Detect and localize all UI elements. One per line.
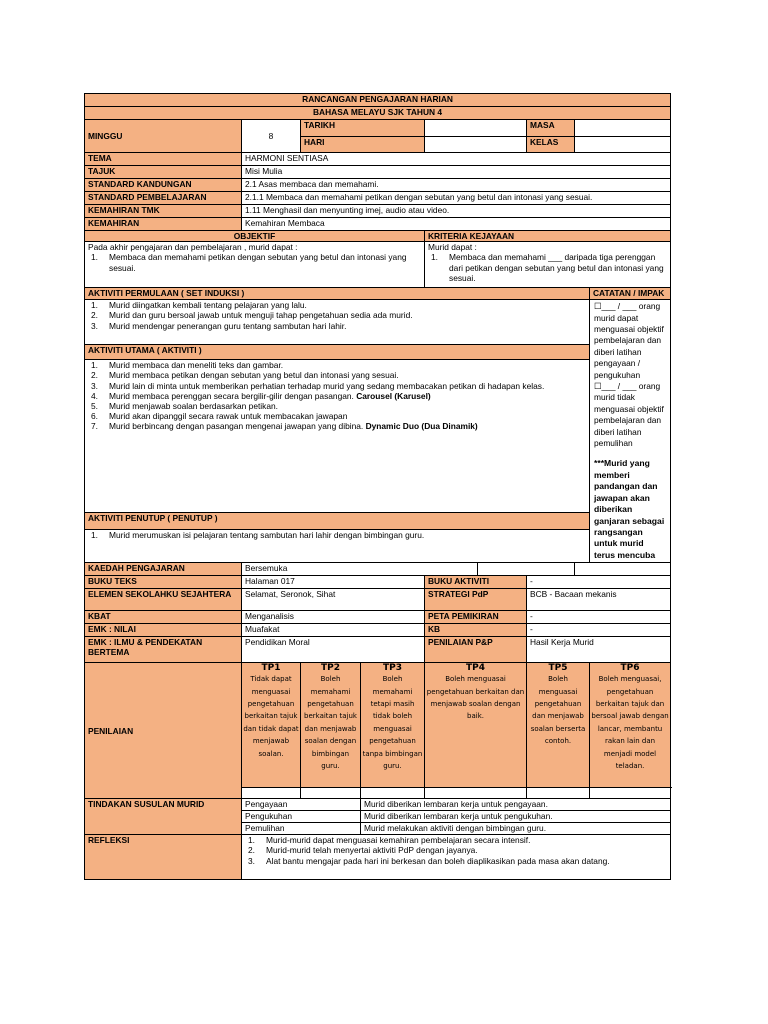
tajuk-label: TAJUK	[85, 166, 242, 179]
kriteria-body	[425, 242, 671, 288]
emk-nilai-label: EMK : NILAI	[85, 624, 242, 637]
tema-label: TEMA	[85, 153, 242, 166]
buku-aktiviti-label: BUKU AKTIVITI	[425, 576, 527, 589]
tp2-desc: Boleh memahami pengetahuan berkaitan tajuk dan menjawab soalan dengan bimbingan guru.	[304, 675, 357, 770]
list-item: 2. Murid dan guru bersoal jawab untuk menguji tahap pengetahuan sedia ada murid.	[91, 310, 413, 321]
tp6-cell	[590, 663, 671, 788]
tp6-heading: TP6	[620, 663, 640, 674]
tp1-desc: Tidak dapat menguasai pengetahuan berkaitan tajuk dan tidak dapat menjawab soalan.	[243, 675, 299, 758]
emk-ilmu-label: EMK : ILMU & PENDEKATAN BERTEMA	[85, 637, 242, 663]
tp6-mark	[590, 788, 671, 799]
tindakan-type: Pengukuhan	[242, 811, 361, 823]
catatan-pemulihan: ☐___ / ___ orang murid tidak menguasai objektif pembelajaran dan diberi latihan pemulihan	[594, 381, 664, 449]
lesson-plan-table	[84, 93, 671, 880]
list-item: 2. Murid-murid telah menyertai aktiviti PdP dengan jayanya.	[248, 845, 478, 856]
tp4-desc: Boleh menguasai pengetahuan berkaitan dan menjawab soalan dengan baik.	[426, 675, 525, 721]
standard-pembelajaran-label: STANDARD PEMBELAJARAN	[85, 192, 242, 205]
tp5-mark	[527, 788, 590, 799]
aktiviti-permulaan-list	[88, 300, 586, 331]
list-item: 1. Murid merumuskan isi pelajaran tentang sambutan hari lahir dengan bimbingan guru.	[91, 529, 425, 540]
catatan-heading: CATATAN / IMPAK	[590, 288, 671, 300]
tp2-heading: TP2	[321, 663, 340, 674]
tp5-desc: Boleh menguasai pengetahuan dan menjawab soalan berserta contoh.	[530, 675, 586, 746]
tindakan-type: Pengayaan	[242, 799, 361, 811]
tp3-heading: TP3	[383, 663, 402, 674]
aktiviti-penutup-heading: AKTIVITI PENUTUP ( PENUTUP )	[85, 513, 590, 530]
list-item: 2. Murid membaca petikan dengan sebutan yang betul dan intonasi yang sesuai.	[91, 370, 399, 381]
hari-label: HARI	[301, 137, 425, 153]
tp5-heading: TP5	[548, 663, 568, 674]
emk-ilmu-value: Pendidikan Moral	[242, 637, 425, 663]
buku-aktiviti-value: -	[527, 576, 671, 589]
aktiviti-utama-list	[88, 360, 586, 431]
peta-pemikiran-value: -	[527, 611, 671, 624]
tp1-heading: TP1	[261, 663, 281, 674]
tp4-mark	[425, 788, 527, 799]
tindakan-desc: Murid melakukan aktiviti dengan bimbingan guru.	[361, 823, 671, 835]
list-item: 1. Murid diingatkan kembali tentang pelajaran yang lalu.	[91, 300, 307, 311]
kb-label: KB	[425, 624, 527, 637]
list-item: 4. Murid membaca perenggan secara bergilir-gilir dengan pasangan. Carousel (Karusel)	[91, 390, 431, 401]
buku-teks-value: Halaman 017	[242, 576, 425, 589]
kriteria-heading: KRITERIA KEJAYAAN	[425, 231, 671, 242]
list-item: 3. Murid mendengar penerangan guru tentang sambutan hari lahir.	[91, 320, 347, 331]
masa-label: MASA	[527, 120, 575, 137]
penilaian-pp-value: Hasil Kerja Murid	[527, 637, 671, 663]
kemahiran-tmk-value: 1.11 Menghasil dan menyunting imej, audio atau video.	[242, 205, 671, 218]
tp2-mark	[301, 788, 361, 799]
tajuk-value: Misi Mulia	[242, 166, 671, 179]
objektif-body	[85, 242, 425, 288]
tarikh-label: TARIKH	[301, 120, 425, 137]
refleksi-list	[245, 835, 667, 866]
tp1-cell	[242, 663, 301, 788]
elemen-sekolahku-label: ELEMEN SEKOLAHKU SEJAHTERA	[85, 589, 242, 611]
tindakan-desc: Murid diberikan lembaran kerja untuk pengayaan.	[361, 799, 671, 811]
tp4-cell	[425, 663, 527, 788]
refleksi-body	[242, 835, 671, 880]
penilaian-pp-label: PENILAIAN P&P	[425, 637, 527, 663]
tarikh-value	[425, 120, 527, 137]
strategi-pdp-label: STRATEGI PdP	[425, 589, 527, 611]
minggu-value: 8	[242, 120, 301, 153]
list-item: 1. Membaca dan memahami petikan dengan sebutan yang betul dan intonasi yang sesuai.	[91, 252, 407, 273]
list-item: 1. Membaca dan memahami ___ daripada tiga perenggan dari petikan dengan sebutan yang betul dan intonasi yang sesuai.	[431, 252, 664, 283]
list-item: 6. Murid akan dipanggil secara rawak untuk membacakan jawapan	[91, 411, 348, 422]
hari-value	[425, 137, 527, 153]
peta-pemikiran-label: PETA PEMIKIRAN	[425, 611, 527, 624]
kriteria-list	[428, 252, 667, 283]
page-subtitle: BAHASA MELAYU SJK TAHUN 4	[85, 107, 671, 120]
kelas-label: KELAS	[527, 137, 575, 153]
kemahiran-tmk-label: KEMAHIRAN TMK	[85, 205, 242, 218]
aktiviti-penutup-body	[85, 529, 590, 562]
kriteria-intro: Murid dapat :	[428, 242, 477, 253]
aktiviti-permulaan-heading: AKTIVITI PERMULAAN ( SET INDUKSI )	[85, 288, 590, 300]
objektif-intro: Pada akhir pengajaran dan pembelajaran , murid dapat :	[88, 242, 298, 253]
kbat-value: Menganalisis	[242, 611, 425, 624]
standard-kandungan-label: STANDARD KANDUNGAN	[85, 179, 242, 192]
elemen-sekolahku-value: Selamat, Seronok, Sihat	[242, 589, 425, 611]
standard-pembelajaran-value: 2.1.1 Membaca dan memahami petikan dengan sebutan yang betul dan intonasi yang sesuai.	[242, 192, 671, 205]
kaedah-pengajaran-label: KAEDAH PENGAJARAN	[85, 563, 242, 576]
tp3-desc: Boleh memahami tetapi masih tidak boleh menguasai pengetahuan tanpa bimbingan guru.	[362, 675, 423, 770]
list-item: 7. Murid berbincang dengan pasangan mengenai jawapan yang dibina. Dynamic Duo (Dua Dinamik)	[91, 421, 478, 432]
details-blank-cell	[478, 563, 575, 576]
aktiviti-permulaan-body	[85, 300, 590, 344]
page-title: RANCANGAN PENGAJARAN HARIAN	[85, 94, 671, 107]
tindakan-type: Pemulihan	[242, 823, 361, 835]
objektif-list	[88, 252, 421, 272]
aktiviti-utama-body	[85, 360, 590, 513]
list-item: 3. Alat bantu mengajar pada hari ini berkesan dan boleh diaplikasikan pada masa akan datang.	[248, 855, 610, 866]
emk-nilai-value: Muafakat	[242, 624, 425, 637]
buku-teks-label: BUKU TEKS	[85, 576, 242, 589]
tp2-cell	[301, 663, 361, 788]
tp4-heading: TP4	[466, 663, 485, 674]
penilaian-label: PENILAIAN	[85, 663, 242, 799]
tp3-cell	[361, 663, 425, 788]
tindakan-desc: Murid diberikan lembaran kerja untuk pengukuhan.	[361, 811, 671, 823]
aktiviti-penutup-list	[88, 530, 586, 540]
kbat-label: KBAT	[85, 611, 242, 624]
tp1-mark	[242, 788, 301, 799]
aktiviti-utama-heading: AKTIVITI UTAMA ( AKTIVITI )	[85, 344, 590, 360]
standard-kandungan-value: 2.1 Asas membaca dan memahami.	[242, 179, 671, 192]
list-item: 1. Murid-murid dapat menguasai kemahiran pembelajaran secara intensif.	[248, 835, 531, 846]
strategi-pdp-value: BCB - Bacaan mekanis	[527, 589, 671, 611]
kemahiran-label: KEMAHIRAN	[85, 218, 242, 231]
kb-value: -	[527, 624, 671, 637]
kaedah-pengajaran-value: Bersemuka	[242, 563, 478, 576]
list-item: 1. Murid membaca dan meneliti teks dan gambar.	[91, 360, 284, 371]
list-item: 5. Murid menjawab soalan berdasarkan petikan.	[91, 401, 278, 412]
tindakan-susulan-label: TINDAKAN SUSULAN MURID	[85, 799, 242, 835]
masa-value	[575, 120, 671, 137]
details-blank-cell	[575, 563, 671, 576]
kelas-value	[575, 137, 671, 153]
list-item: 3. Murid lain di minta untuk memberikan perhatian terhadap murid yang sedang membacakan petikan di hadapan kelas.	[91, 380, 545, 391]
minggu-label: MINGGU	[85, 120, 242, 153]
catatan-pengayaan: ☐___ / ___ orang murid dapat menguasai objektif pembelajaran dan diberi latihan pengayaan / pengukuhan	[594, 301, 664, 380]
refleksi-label: REFLEKSI	[85, 835, 242, 880]
tp6-desc: Boleh menguasai, pengetahuan berkaitan tajuk dan bersoal jawab dengan lancar, membantu rakan lain dan menjadi model teladan.	[591, 675, 669, 770]
lesson-plan-sheet	[84, 93, 670, 880]
objektif-heading: OBJEKTIF	[85, 231, 425, 242]
tp5-cell	[527, 663, 590, 788]
catatan-body	[590, 300, 671, 563]
kemahiran-value: Kemahiran Membaca	[242, 218, 671, 231]
tema-value: HARMONI SENTIASA	[242, 153, 671, 166]
tp3-mark	[361, 788, 425, 799]
catatan-ganjaran-note: ***Murid yang memberi pandangan dan jawapan akan diberikan ganjaran sebagai rangsangan untuk murid terus mencuba	[594, 458, 665, 560]
